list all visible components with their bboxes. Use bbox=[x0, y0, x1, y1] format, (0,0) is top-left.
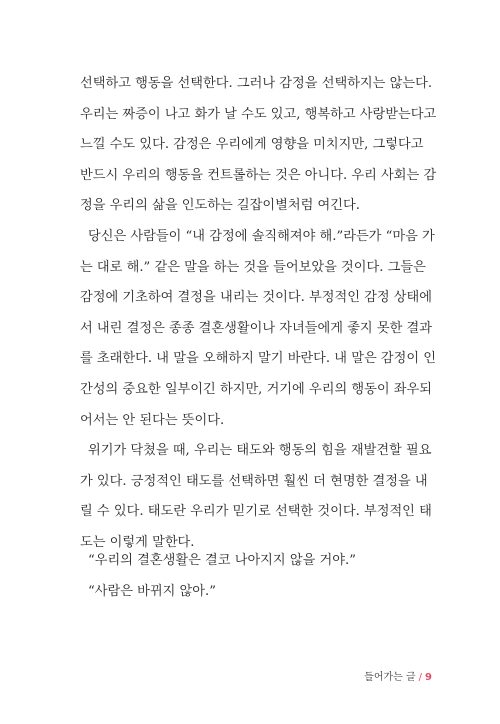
section-title: 들어가는 글 bbox=[364, 672, 416, 683]
text-line: 당신은 사람들이 “내 감정에 솔직해져야 해.”라든가 “마음 가 bbox=[88, 228, 435, 244]
quote-block bbox=[80, 546, 422, 607]
text-line: 도는 이렇게 말한다. bbox=[80, 534, 195, 550]
text-line: 정을 우리의 삶을 인도하는 길잡이별처럼 여긴다. bbox=[80, 198, 360, 214]
page-footer bbox=[364, 668, 432, 683]
text-line: 를 초래한다. 내 말을 오해하지 말기 바란다. 내 말은 감정이 인 bbox=[80, 351, 437, 367]
text-line: 는 대로 해.” 같은 말을 하는 것을 들어보았을 것이다. 그들은 bbox=[80, 259, 426, 275]
text-line: 느낄 수도 있다. 감정은 우리에게 영향을 미치지만, 그렇다고 bbox=[80, 137, 424, 153]
text-line: 우리는 짜증이 나고 화가 날 수도 있고, 행복하고 사랑받는다고 bbox=[80, 106, 437, 122]
text-line: 위기가 닥쳤을 때, 우리는 태도와 행동의 힘을 재발견할 필요 bbox=[88, 443, 432, 459]
page-number: 9 bbox=[425, 672, 432, 683]
text-line: 가 있다. 긍정적인 태도를 선택하면 훨씬 더 현명한 결정을 내 bbox=[80, 473, 428, 489]
quote-line: “사람은 바뀌지 않아.” bbox=[88, 583, 216, 599]
text-line: 감정에 기초하여 결정을 내리는 것이다. 부정적인 감정 상태에 bbox=[80, 290, 433, 306]
text-line: 선택하고 행동을 선택한다. 그러나 감정을 선택하지는 않는다. bbox=[80, 76, 433, 91]
text-line: 어서는 안 된다는 뜻이다. bbox=[80, 412, 225, 428]
body-text bbox=[80, 69, 437, 559]
footer-separator: / bbox=[418, 672, 423, 683]
text-line: 릴 수 있다. 태도란 우리가 믿기로 선택한 것이다. 부정적인 태 bbox=[80, 504, 432, 520]
text-line: 서 내린 결정은 종종 결혼생활이나 자녀들에게 좋지 못한 결과 bbox=[80, 320, 433, 336]
text-line: 반드시 우리의 행동을 컨트롤하는 것은 아니다. 우리 사회는 감 bbox=[80, 167, 437, 183]
quote-line: “우리의 결혼생활은 결코 나아지지 않을 거야.” bbox=[88, 553, 356, 568]
text-line: 간성의 중요한 일부이긴 하지만, 거기에 우리의 행동이 좌우되 bbox=[80, 381, 433, 397]
